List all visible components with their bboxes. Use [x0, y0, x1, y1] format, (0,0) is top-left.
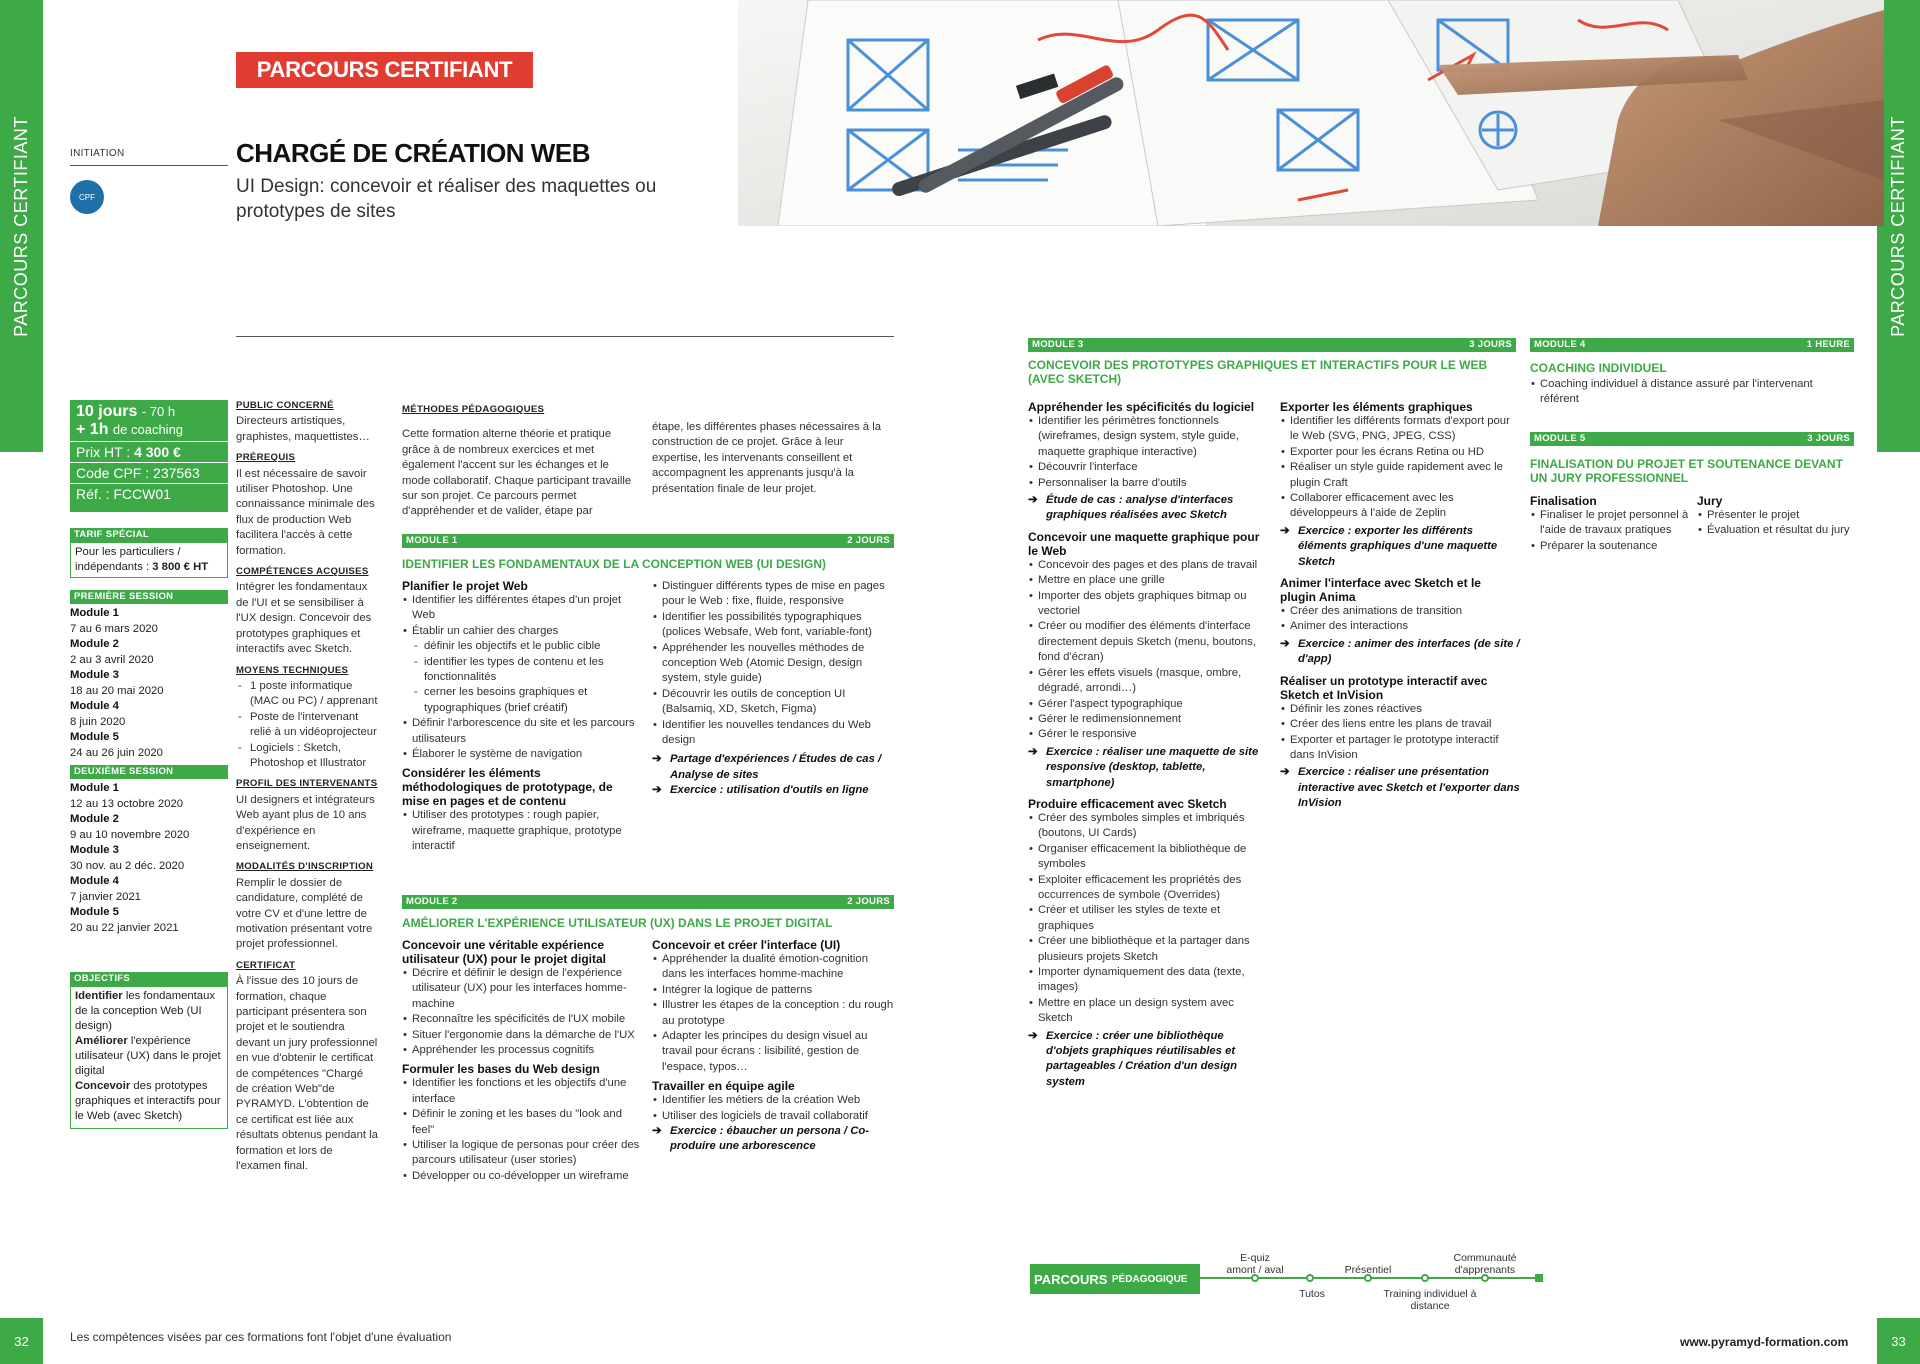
list-item: • Créer des symboles simples et imbriqués (boutons, UI Cards) — [1028, 811, 1268, 842]
session-date: 20 au 22 janvier 2021 — [70, 921, 179, 934]
parcours-label-sub: PÉDAGOGIQUE — [1111, 1273, 1188, 1285]
section-text: Intégrer les fondamentaux de l'UI et se sensibiliser à l'UX design. Concevoir des prototypes graphiques et interactifs avec Sketch. — [236, 581, 372, 656]
list-item: • Situer l'ergonomie dans la démarche de l'UX — [402, 1028, 642, 1043]
list-item: • Découvrir l'interface — [1028, 460, 1268, 475]
module-3-title: CONCEVOIR DES PROTOTYPES GRAPHIQUES ET INTERACTIFS POUR LE WEB (AVEC SKETCH) — [1028, 358, 1488, 386]
list-item: • Définir le zoning et les bases du "look and feel" — [402, 1107, 642, 1138]
list-item: • Finaliser le projet personnel à l'aide de travaux pratiques — [1530, 508, 1690, 539]
bullet-list — [1280, 414, 1520, 522]
module-3-col2 — [1280, 400, 1520, 812]
bullet-list — [1028, 811, 1268, 1027]
list-item: • Gérer le responsive — [1028, 727, 1268, 742]
bullet-list — [402, 966, 642, 1058]
list-item: • Appréhender les nouvelles méthodes de conception Web (Atomic Design, design system, style guide) — [652, 641, 894, 687]
module-5-label: MODULE 5 — [1534, 433, 1586, 444]
parcours-step-tutos: Tutos — [1299, 1288, 1325, 1300]
side-label-left: PARCOURS CERTIFIANT — [11, 115, 32, 337]
page-number-left: 32 — [0, 1318, 43, 1364]
section-text: Directeurs artistiques, graphistes, maquettistes… — [236, 415, 370, 443]
module-3-col1 — [1028, 400, 1268, 1090]
sessions-block — [70, 590, 228, 936]
tarif-price: 3 800 € HT — [152, 561, 209, 573]
list-item: • Exploiter efficacement les propriétés des occurrences de symbole (Overrides) — [1028, 873, 1268, 904]
left-side-tab — [0, 0, 43, 1364]
module-1-title: IDENTIFIER LES FONDAMENTAUX DE LA CONCEPTION WEB (UI DESIGN) — [402, 557, 827, 571]
module-1-col1 — [402, 579, 642, 855]
bullet-list — [652, 1093, 894, 1124]
subsection-title: Jury — [1697, 494, 1723, 508]
session-date: 8 juin 2020 — [70, 715, 126, 728]
subsection-title: Concevoir et créer l'interface (UI) — [652, 938, 841, 952]
parcours-step-training: Training individuel à distance — [1383, 1288, 1477, 1312]
cpf-code: Code CPF : 237563 — [70, 462, 228, 483]
parcours-banner: PARCOURS CERTIFIANT — [236, 52, 533, 88]
subsection-title: Réaliser un prototype interactif avec Sketch et InVision — [1280, 673, 1488, 702]
session-module: Module 4 — [70, 875, 119, 887]
list-item: • Évaluation et résultat du jury — [1697, 523, 1857, 538]
session-title: PREMIÈRE SESSION — [70, 590, 228, 604]
subsection-title: Considérer les éléments méthodologiques de prototypage, de mise en pages et de contenu — [402, 766, 613, 809]
tarif-box — [70, 528, 228, 578]
module-1-label: MODULE 1 — [406, 535, 458, 546]
subsection-title: Animer l'interface avec Sketch et le plugin Anima — [1280, 576, 1481, 605]
list-item: • Identifier les périmètres fonctionnels (wireframes, design system, style guide, maquette graphique interactive) — [1028, 414, 1268, 460]
module-3 — [1028, 338, 1516, 390]
subsection-title: Exporter les éléments graphiques — [1280, 400, 1473, 414]
level-label: INITIATION — [70, 148, 125, 159]
list-item: • Définir l'arborescence du site et les parcours utilisateurs — [402, 716, 642, 747]
session-date: 7 au 6 mars 2020 — [70, 622, 158, 635]
parcours-step-presentiel: Présentiel — [1344, 1264, 1392, 1276]
module-5-col2 — [1697, 494, 1857, 539]
list-item: - 1 poste informatique (MAC ou PC) / apprenant — [236, 679, 378, 710]
module-2-label: MODULE 2 — [406, 896, 458, 907]
section-list — [236, 679, 378, 771]
parcours-label-main: PARCOURS — [1034, 1271, 1108, 1287]
list-item: • Réaliser un style guide rapidement avec le plugin Craft — [1280, 460, 1520, 491]
objectif-keyword: Améliorer — [75, 1035, 128, 1047]
list-item: - identifier les types de contenu et les fonctionnalités — [402, 655, 642, 686]
bullet-list — [1028, 558, 1268, 743]
subsection-title: Concevoir une maquette graphique pour le Web — [1028, 529, 1260, 558]
objectifs-title: OBJECTIFS — [70, 972, 228, 986]
module-4-duration: 1 HEURE — [1806, 339, 1850, 350]
list-item: • Mettre en place une grille — [1028, 573, 1268, 588]
page-title: CHARGÉ DE CRÉATION WEB — [236, 138, 590, 168]
bullet-list — [402, 1076, 642, 1184]
list-item: • Préparer la soutenance — [1530, 539, 1690, 554]
list-item: • Élaborer le système de navigation — [402, 747, 642, 762]
module-1 — [402, 534, 894, 575]
module-2-duration: 2 JOURS — [847, 896, 890, 907]
list-item: • Identifier les métiers de la création Web — [652, 1093, 894, 1108]
info-box — [70, 400, 228, 512]
list-item: • Appréhender les processus cognitifs — [402, 1043, 642, 1058]
exercise-item: ➔ Exercice : exporter les différents éléments graphiques d'une maquette Sketch — [1280, 524, 1520, 570]
section-heading: PUBLIC CONCERNÉ — [236, 400, 334, 411]
list-item: • Gérer les effets visuels (masque, ombre, dégradé, arrondi…) — [1028, 666, 1268, 697]
list-item: • Définir les zones réactives — [1280, 702, 1520, 717]
objectif-item — [75, 989, 223, 1034]
session-date: 18 au 20 mai 2020 — [70, 684, 164, 697]
subsection-title: Produire efficacement avec Sketch — [1028, 796, 1227, 811]
list-item: • Identifier les différentes étapes d'un projet Web — [402, 593, 642, 624]
exercise-item: ➔ Exercice : ébaucher un persona / Co-produire une arborescence — [652, 1124, 894, 1155]
subsection-title: Formuler les bases du Web design — [402, 1062, 600, 1077]
section-heading: PRÉREQUIS — [236, 452, 296, 464]
session-module: Module 3 — [70, 844, 119, 856]
tarif-text: Pour les particuliers / indépendants : — [75, 546, 181, 573]
price-value: 4 300 € — [134, 444, 181, 460]
footer-url[interactable]: www.pyramyd-formation.com — [1680, 1335, 1849, 1349]
list-item: • Créer des animations de transition — [1280, 604, 1520, 619]
list-item: • Identifier les possibilités typographiques (polices Websafe, Web font, variable-font) — [652, 610, 894, 641]
bullet-list — [402, 639, 642, 716]
list-item: - définir les objectifs et le public cible — [402, 639, 642, 654]
session-module: Module 1 — [70, 607, 119, 619]
module-4 — [1530, 338, 1854, 408]
exercise-list — [652, 1124, 894, 1155]
header-photo — [738, 0, 1884, 226]
footer-note: Les compétences visées par ces formations font l'objet d'une évaluation — [70, 1330, 452, 1344]
session-module: Module 3 — [70, 669, 119, 681]
exercise-list — [1028, 1029, 1268, 1091]
list-item: • Organiser efficacement la bibliothèque de symboles — [1028, 842, 1268, 873]
cpf-badge: CPF — [70, 180, 104, 214]
list-item: • Appréhender la dualité émotion-cognition dans les interfaces homme-machine — [652, 952, 894, 983]
methodes-col1 — [402, 397, 632, 520]
bullet-list — [1697, 508, 1857, 539]
list-item: • Créer une bibliothèque et la partager dans plusieurs projets Sketch — [1028, 934, 1268, 965]
module-1-col2 — [652, 579, 894, 799]
list-item: • Importer dynamiquement des data (texte, images) — [1028, 965, 1268, 996]
list-item: • Présenter le projet — [1697, 508, 1857, 523]
session-module: Module 2 — [70, 813, 119, 825]
bullet-list — [652, 579, 894, 748]
session-module: Module 2 — [70, 638, 119, 650]
session-title: DEUXIÈME SESSION — [70, 765, 228, 779]
list-item: • Identifier les fonctions et les objectifs d'une interface — [402, 1076, 642, 1107]
exercise-item: ➔ Exercice : animer des interfaces (de site / d'app) — [1280, 637, 1520, 668]
bullet-list — [402, 593, 642, 639]
subsection-title: Appréhender les spécificités du logiciel — [1028, 400, 1255, 414]
methodes-text-1: Cette formation alterne théorie et pratique grâce à de nombreux exercices et met également l'accent sur les échanges et le mode collaboratif. Chaque participant travaille sur son projet. Ce parcours permet d'appréhender et de valider, étape par — [402, 428, 632, 518]
bullet-list — [402, 716, 642, 762]
list-item: • Découvrir les outils de conception UI (Balsamiq, XD, Sketch, Figma) — [652, 687, 894, 718]
list-item: • Importer des objets graphiques bitmap ou vectoriel — [1028, 589, 1268, 620]
list-item: • Concevoir des pages et des plans de travail — [1028, 558, 1268, 573]
bullet-list — [1028, 414, 1268, 491]
exercise-list — [1280, 524, 1520, 570]
module-2-col1 — [402, 938, 642, 1184]
objectifs-box — [70, 972, 228, 1129]
subsection-title: Concevoir une véritable expérience utilisateur (UX) pour le projet digital — [402, 938, 607, 966]
module-3-duration: 3 JOURS — [1469, 339, 1512, 350]
list-item: • Mettre en place un design system avec Sketch — [1028, 996, 1268, 1027]
coaching-hours: + 1h — [76, 421, 109, 438]
side-label-right: PARCOURS CERTIFIANT — [1888, 115, 1909, 337]
exercise-item: ➔ Exercice : réaliser une présentation interactive avec Sketch et l'exporter dans InVision — [1280, 765, 1520, 811]
methodes-text-2: étape, les différentes phases nécessaires à la construction de ce projet. Grâce à leur expertise, les intervenants conseillent et accompagnent les apprenants jusqu'à la présentation finale de leur projet. — [652, 421, 882, 495]
list-item: • Créer ou modifier des éléments d'interface directement depuis Sketch (menu, boutons, fond d'écran) — [1028, 619, 1268, 665]
session-date: 30 nov. au 2 déc. 2020 — [70, 859, 185, 872]
objectif-text: des prototypes graphiques et interactifs pour le Web (avec Sketch) — [75, 1080, 221, 1122]
subsection-title: Planifier le projet Web — [402, 579, 528, 593]
session-date: 12 au 13 octobre 2020 — [70, 797, 184, 810]
methodes-heading: MÉTHODES PÉDAGOGIQUES — [402, 404, 545, 415]
module-5-col1 — [1530, 494, 1690, 554]
exercise-item: ➔ Exercice : créer une bibliothèque d'objets graphiques réutilisables et partageables / Création d'un design system — [1028, 1029, 1268, 1091]
objectif-keyword: Identifier — [75, 990, 123, 1002]
list-item: • Développer ou co-développer un wireframe — [402, 1169, 642, 1184]
methodes-col2 — [652, 420, 882, 497]
bullet-list — [1280, 604, 1520, 635]
session-module: Module 5 — [70, 731, 119, 743]
objectif-text: l'expérience utilisateur (UX) dans le projet digital — [75, 1035, 221, 1077]
exercise-item: ➔ Exercice : utilisation d'outils en ligne — [652, 783, 894, 798]
list-item: • Distinguer différents types de mise en pages pour le Web : fixe, fluide, responsive — [652, 579, 894, 610]
objectif-item — [75, 1079, 223, 1124]
parcours-step-equiz: E-quiz amont / aval — [1226, 1252, 1284, 1276]
list-item: • Illustrer les étapes de la conception : du rough au prototype — [652, 998, 894, 1029]
bullet-list — [1530, 508, 1690, 554]
exercise-item: ➔ Exercice : réaliser une maquette de site responsive (desktop, tablette, smartphone) — [1028, 745, 1268, 791]
bullet-list — [652, 952, 894, 1075]
list-item: • Créer et utiliser les styles de texte et graphiques — [1028, 903, 1268, 934]
module-2-col2 — [652, 938, 894, 1155]
module-2 — [402, 895, 894, 934]
list-item: - Logiciels : Sketch, Photoshop et Illustrator — [236, 741, 378, 772]
duration-hours: - 70 h — [141, 404, 176, 419]
exercise-list — [652, 752, 894, 798]
ref-code: Réf. : FCCW01 — [70, 483, 228, 504]
list-item: • Identifier les différents formats d'export pour le Web (SVG, PNG, JPEG, CSS) — [1280, 414, 1520, 445]
parcours-label — [1030, 1264, 1200, 1294]
module-5-duration: 3 JOURS — [1807, 433, 1850, 444]
session-module: Module 1 — [70, 782, 119, 794]
list-item: • Personnaliser la barre d'outils — [1028, 476, 1268, 491]
objectif-keyword: Concevoir — [75, 1080, 131, 1092]
session-list — [70, 779, 228, 936]
list-item: • Reconnaître les spécificités de l'UX mobile — [402, 1012, 642, 1027]
exercise-list — [1280, 637, 1520, 668]
list-item: - Poste de l'intervenant relié à un vidéoprojecteur — [236, 710, 378, 741]
duration-days: 10 jours — [76, 403, 138, 420]
module-4-title: COACHING INDIVIDUEL — [1530, 361, 1667, 375]
session-date: 24 au 26 juin 2020 — [70, 746, 163, 759]
section-heading: MODALITÉS D'INSCRIPTION — [236, 861, 374, 873]
objectif-text: les fondamentaux de la conception Web (UI design) — [75, 990, 216, 1032]
list-item: • Adapter les principes du design visuel au travail pour écrans : lisibilité, gestion de l'espace, typos… — [652, 1029, 894, 1075]
exercise-list — [1028, 745, 1268, 791]
page-number-right: 33 — [1877, 1318, 1920, 1364]
module-3-label: MODULE 3 — [1032, 339, 1084, 350]
list-item: • Identifier les nouvelles tendances du Web design — [652, 718, 894, 749]
list-item: • Créer des liens entre les plans de travail — [1280, 717, 1520, 732]
list-item: • Collaborer efficacement avec les développeurs à l'aide de Zeplin — [1280, 491, 1520, 522]
module-1-duration: 2 JOURS — [847, 535, 890, 546]
list-item: • Établir un cahier des charges — [402, 624, 642, 639]
list-item: • Exporter pour les écrans Retina ou HD — [1280, 445, 1520, 460]
section-heading: CERTIFICAT — [236, 959, 296, 971]
section-heading: COMPÉTENCES ACQUISES — [236, 566, 369, 578]
objectif-item — [75, 1034, 223, 1079]
page-subtitle: UI Design: concevoir et réaliser des maquettes ou prototypes de sites — [236, 176, 657, 222]
bullet-list — [1280, 702, 1520, 764]
module-5-title: FINALISATION DU PROJET ET SOUTENANCE DEVANT UN JURY PROFESSIONNEL — [1530, 457, 1843, 485]
section-text: UI designers et intégrateurs Web ayant plus de 10 ans d'expérience en enseignement. — [236, 793, 375, 852]
session-date: 9 au 10 novembre 2020 — [70, 828, 190, 841]
tarif-title: TARIF SPÉCIAL — [70, 528, 228, 542]
course-info-column — [236, 393, 378, 1175]
list-item: • Intégrer la logique de patterns — [652, 983, 894, 998]
exercise-item: ➔ Partage d'expériences / Études de cas / Analyse de sites — [652, 752, 894, 783]
section-heading: PROFIL DES INTERVENANTS — [236, 778, 378, 790]
session-list — [70, 604, 228, 761]
list-item: • Coaching individuel à distance assuré par l'intervenant référent — [1530, 377, 1854, 408]
session-date: 2 au 3 avril 2020 — [70, 653, 154, 666]
price-label: Prix HT : — [76, 444, 131, 460]
list-item: • Utiliser des logiciels de travail collaboratif — [652, 1109, 894, 1124]
subsection-title: Finalisation — [1530, 494, 1597, 508]
section-text: À l'issue des 10 jours de formation, chaque participant présentera son projet et le soutiendra devant un jury professionnel en vue d'obtenir le certificat de compétences "Chargé de création Web"de PYRAMYD. L'obtention de ce certificat est liée aux résultats obtenus pendant la formation et lors de l'examen final. — [236, 975, 378, 1173]
module-5 — [1530, 432, 1854, 489]
session-date: 7 janvier 2021 — [70, 890, 141, 903]
list-item: • Utiliser la logique de personas pour créer des parcours utilisateur (user stories) — [402, 1138, 642, 1169]
list-item: • Animer des interactions — [1280, 619, 1520, 634]
list-item: • Décrire et définir le design de l'expérience utilisateur (UX) pour les interfaces homme-machine — [402, 966, 642, 1012]
module-4-label: MODULE 4 — [1534, 339, 1586, 350]
list-item: • Exporter et partager le prototype interactif dans InVision — [1280, 733, 1520, 764]
session-module: Module 5 — [70, 906, 119, 918]
coaching-label: de coaching — [112, 422, 184, 437]
session-module: Module 4 — [70, 700, 119, 712]
list-item: • Gérer l'aspect typographique — [1028, 697, 1268, 712]
section-text: Remplir le dossier de candidature, complété de votre CV et d'une lettre de motivation présentant votre projet professionnel. — [236, 876, 373, 951]
list-item: • Utiliser des prototypes : rough papier, wireframe, maquette graphique, prototype interactif — [402, 808, 642, 854]
bullet-list — [402, 808, 642, 854]
subsection-title: Travailler en équipe agile — [652, 1079, 795, 1094]
section-text: Il est nécessaire de savoir utiliser Photoshop. Une connaissance minimale des flux de production Web facilitera l'accès à cette formation. — [236, 467, 375, 557]
list-item: - cerner les besoins graphiques et typographiques (brief créatif) — [402, 685, 642, 716]
exercise-list — [1280, 765, 1520, 811]
module-2-title: AMÉLIORER L'EXPÉRIENCE UTILISATEUR (UX) DANS LE PROJET DIGITAL — [402, 916, 833, 930]
section-heading: MOYENS TECHNIQUES — [236, 664, 349, 676]
exercise-item: ➔ Étude de cas : analyse d'interfaces graphiques réalisées avec Sketch — [1028, 493, 1268, 524]
parcours-step-communaute: Communauté d'apprenants — [1453, 1252, 1517, 1276]
list-item: • Gérer le redimensionnement — [1028, 712, 1268, 727]
exercise-list — [1028, 493, 1268, 524]
